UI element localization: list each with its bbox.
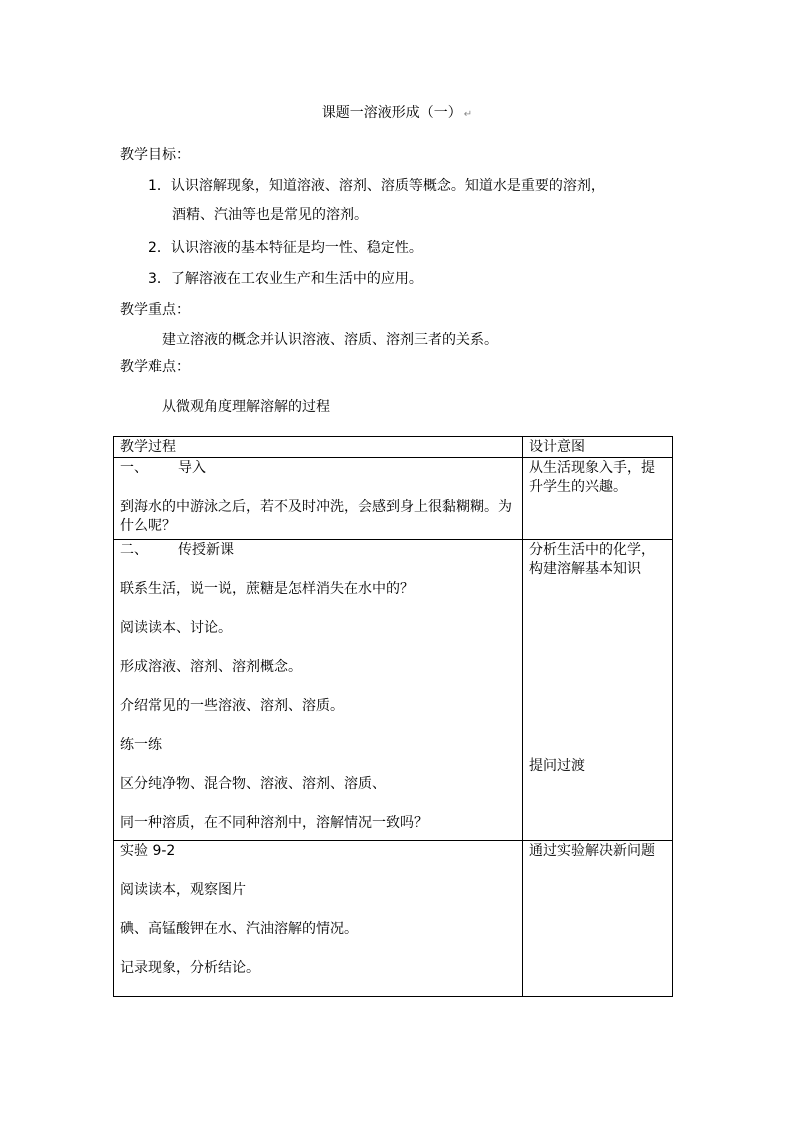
lesson-plan-table [113, 436, 673, 997]
step-paragraph: 联系生活，说一说，蔗糖是怎样消失在水中的？ [120, 581, 414, 597]
key-points-heading: 教学重点： [120, 302, 190, 318]
step-number: 二、 [120, 542, 148, 558]
step-heading [120, 459, 516, 478]
key-points-text: 建立溶液的概念并认识溶液、溶质、溶剂三者的关系。 [162, 332, 498, 348]
step-paragraph: 同一种溶质，在不同种溶剂中，溶解情况一致吗？ [120, 815, 428, 831]
intent-cell: 从生活现象入手，提升学生的兴趣。 [523, 458, 673, 540]
difficulties-text: 从微观角度理解溶解的过程 [162, 399, 330, 415]
step-paragraph: 练一练 [120, 737, 162, 753]
step-title: 导入 [178, 460, 206, 476]
process-cell [114, 841, 523, 997]
difficulties-heading: 教学难点： [120, 359, 190, 375]
step-paragraph: 阅读读本，观察图片 [120, 882, 246, 898]
step-heading [120, 541, 516, 560]
header-process: 教学过程 [114, 437, 523, 458]
step-paragraph: 碘、高锰酸钾在水、汽油溶解的情况。 [120, 921, 358, 937]
step-paragraph: 到海水的中游泳之后，若不及时冲洗，会感到身上很黏糊糊。为什么呢？ [120, 499, 512, 534]
intent-cell [523, 540, 673, 841]
step-paragraph: 介绍常见的一些溶液、溶剂、溶质。 [120, 698, 344, 714]
process-cell [114, 540, 523, 841]
table-row [114, 458, 673, 540]
table-row [114, 841, 673, 997]
intent-text-2: 提问过渡 [529, 758, 585, 774]
step-heading: 实验 9-2 [120, 843, 176, 859]
table-header-row [114, 437, 673, 458]
header-intent: 设计意图 [523, 437, 673, 458]
document-title [0, 103, 794, 125]
paragraph-mark-icon: ↵ [463, 109, 473, 120]
objective-item-1: 1．认识溶解现象，知道溶液、溶剂、溶质等概念。知道水是重要的溶剂， [148, 178, 605, 194]
objective-item-2: 2．认识溶液的基本特征是均一性、稳定性。 [148, 240, 423, 256]
step-paragraph: 形成溶液、溶剂、溶剂概念。 [120, 659, 302, 675]
intent-cell: 通过实验解决新问题 [523, 841, 673, 997]
step-paragraph: 区分纯净物、混合物、溶液、溶剂、溶质、 [120, 776, 386, 792]
objective-item-1-continued: 酒精、汽油等也是常见的溶剂。 [172, 207, 368, 223]
step-paragraph: 阅读读本、讨论。 [120, 620, 232, 636]
table-row [114, 540, 673, 841]
process-cell [114, 458, 523, 540]
step-number: 一、 [120, 460, 148, 476]
step-title: 传授新课 [178, 542, 234, 558]
objectives-heading: 教学目标： [120, 147, 190, 163]
step-paragraph: 记录现象，分析结论。 [120, 960, 260, 976]
objective-item-3: 3．了解溶液在工农业生产和生活中的应用。 [148, 271, 423, 287]
title-text: 课题一溶液形成（一） [321, 105, 462, 121]
intent-text: 分析生活中的化学，构建溶解基本知识 [529, 542, 655, 577]
